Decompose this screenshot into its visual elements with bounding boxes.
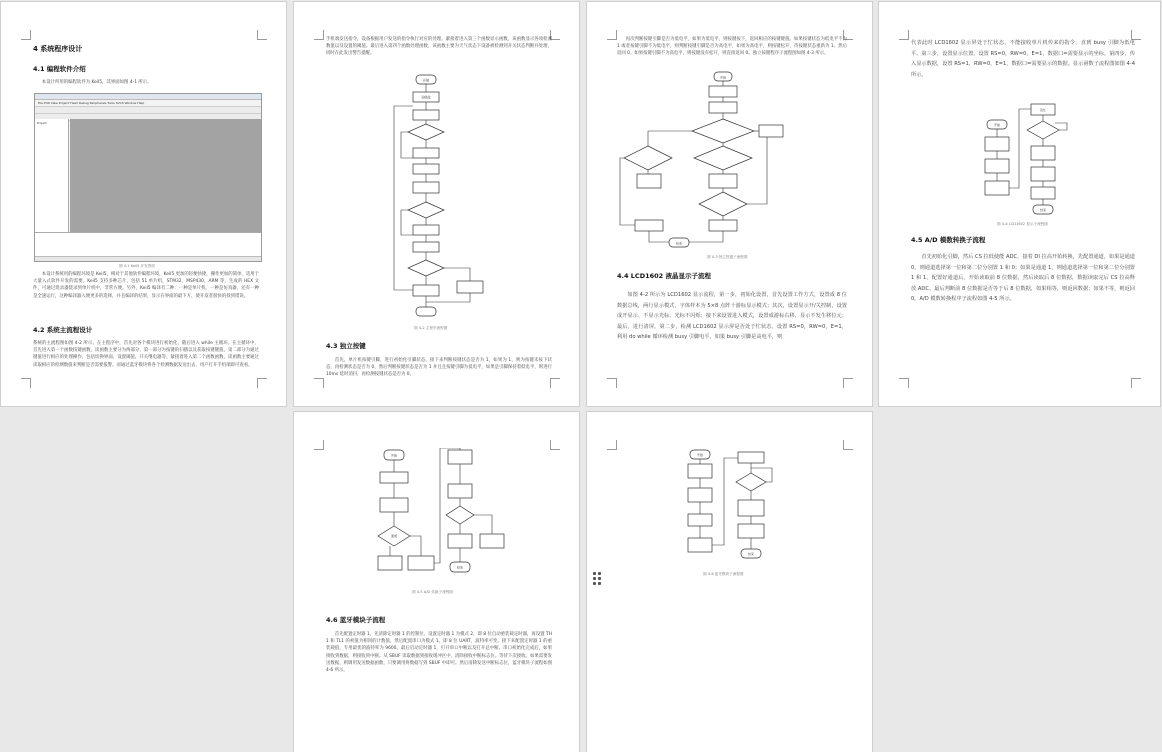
flow-label: 结束 [747,552,755,556]
flow-connector [474,515,492,534]
section-heading: 4 系统程序设计 [33,45,83,53]
paragraph: 代表此时 LCD1602 显示屏处于忙状态，不能接收单片机传来的指令，直到 busy 引脚为低电平。第三步，设置显示位置，设置 RS=0，RW=0，E=1，数据口=需要显示的坐标。第四步，传入显示数据，设置 RS=1，RW=0，E=1，数据口=需要显示的数据。显示函数子流程图如图 4-4 所示。 [911,40,1136,78]
ide-output-panel [35,232,261,257]
crop-mark [550,440,560,450]
flow-connector [444,268,470,281]
flow-process [378,556,402,570]
figure-caption: 图 4-3 独立按键子流程图 [707,255,748,259]
flow-decision [446,506,474,524]
flow-label: 初始化 [421,95,431,100]
flow-label: 开始 [696,453,704,457]
flow-process [448,484,472,498]
crop-mark [314,30,324,40]
ide-toolbar [35,107,261,114]
flow-label: 通道 [390,534,398,538]
flow-connector [648,131,692,146]
figure-caption: 图 4-5 A/D 转换子流程图 [412,590,453,594]
figure-caption: 图 4-2 主程序流程图 [414,326,448,330]
section-heading: 4.2 系统主流程设计 [33,326,93,334]
document-page-3[interactable] [587,2,872,406]
flow-connector [401,132,413,158]
ide-status-bar [35,256,261,261]
crop-mark [21,378,31,388]
flow-decision [408,260,444,276]
flow-terminal [416,307,436,316]
document-page-6[interactable] [587,412,872,752]
flow-process [448,450,472,464]
flow-process [709,86,737,97]
flow-process [1031,187,1055,199]
flow-process [738,500,764,516]
paragraph: 如图 4-2 所示为 LCD1602 显示流程，第一步，初始化设置，首先设置工作方式，设置成 8 位数据总线，两行显示模式，字体样本为 5×8 点阵十游标显示模式；其次，设置显示开/关控制，设置成开显示、不显示光标、光标不闪烁；接下来设置进入模式，设置成游标右移，显示不发生移位元；最后，进行清屏。第二步，检测 LCD1602 显示屏是否处于忙状态，设置 RS=0，RW=0，E=1，利用 do while 循环检测 busy 引脚电平，如果 busy 引脚是高电平，则 [617,292,847,340]
crop-mark [314,378,324,388]
flow-process [413,110,439,120]
crop-mark [257,378,267,388]
flow-process [738,524,764,538]
flow-connector [649,231,669,242]
ide-editor-area [70,119,261,232]
flow-decision [408,124,444,140]
flow-connector [401,210,413,235]
flow-process [413,182,439,193]
crop-mark [607,440,617,450]
flow-process [688,538,712,552]
crop-mark [843,440,853,450]
flow-process [688,514,712,526]
flow-process [738,452,764,463]
flow-connector [689,231,723,242]
paragraph: 本设计系统用的编程环境是 Keil5，相对于其他软件编程环境，Keil5 更加的轻便快捷，操作更加的简单，适用于大量入式软件开发的需要。Keil5 支持多种芯片，包括 51 单片机，STM32，MSP430，ARM 等，生成的 HEX 文件，可通过烧录器烧录到单片机中，非常方便。另外，Keil5 编译有二种：一种是单片机，一种是仿真器，还有一种是全速运行，这种编译器入便更多的选择，并且编译的结果，显示在界面的最下方，使开发者很快的找到错误。 [33,272,259,299]
document-page-1[interactable] [1,2,286,406]
figure-caption: 图 4-4 LCD1602 显示子流程图 [997,222,1048,226]
flow-connector [712,458,738,545]
crop-mark [257,30,267,40]
crop-mark [1131,378,1141,388]
document-page-2[interactable] [294,2,579,406]
adc-flowchart [374,448,514,588]
ide-menu-bar: File Edit View Project Flash Debug Peripherals Tools SVCS Window Help [35,100,261,107]
section-heading: 4.4 LCD1602 液晶显示子流程 [617,272,711,280]
ide-project-label: Project [37,121,47,125]
main-flowchart [389,72,499,322]
flow-label: 开始 [719,75,727,80]
section-heading: 4.5 A/D 模数转换子流程 [911,236,986,244]
document-page-4[interactable] [879,2,1160,406]
flow-process [688,488,712,502]
flow-connector [747,137,767,204]
paragraph: 手机端发送指令，设备根据用户发送的指令执行对应的处理。紧接着进入第三个函数显示函数，该函数显示各项检测数值以及设置的阈值。最后进入第四个函数处理函数，该函数主要为天气状态下设备被检测到开关状态判断并处理，同时在此发出警告提醒。 [326,37,552,57]
flow-label: 结束 [456,565,464,570]
crop-mark [899,30,909,40]
flow-connector [620,158,635,225]
section-heading: 4.6 蓝牙模块子流程 [326,616,386,624]
crop-mark [607,30,617,40]
flow-connector [410,536,421,556]
flow-process [413,285,439,296]
flow-process [448,534,472,548]
flow-process [635,220,663,231]
flow-decision [692,119,754,143]
crop-mark [843,378,853,388]
figure-caption: 图 4-6 蓝牙模块子流程图 [703,572,744,576]
flow-process [1031,146,1055,160]
flow-process [408,556,434,570]
flow-connector [394,106,413,290]
flow-decision [694,146,752,170]
paragraph: 首先配置定时器 1，先清除定时器 1 的控制位，设置定时器 1 为模式 2，即 8 位自动重装载定时器，再设置 TH1 和 TL1 的初值为相同的计数值，然后配置串口为模式 1，即 8 位 UART，波特率可变。接下来配置定时器 1 的重装载值，专用最优的波特率为 9600。最后启动定时器 1，打开串口中断以及打开总中断。串口初始化完成后，如果接收到数据，则接收到中断。从 SBUF 读取数据到接收缓冲区中，清除接收中断标志位。等待下次接收。如果需要发送数据，则调用发送数据函数，只要调用将数据写到 SBUF 中即可。然后清除发送中断标志位，蓝牙模块子流程如图 4-6 所示。 [326,632,552,674]
crop-mark [21,30,31,40]
flow-connector [1009,109,1031,188]
figure-caption: 图 4-1 Keil5 开发界面 [119,264,155,268]
flow-process [985,137,1009,151]
crop-mark [550,378,560,388]
flow-process [380,472,408,483]
lcd-flowchart [981,101,1081,221]
flow-process [380,498,408,512]
flow-process [985,159,1009,173]
flow-process [985,181,1009,195]
section-heading: 4.3 独立按键 [326,342,366,350]
paragraph: 首先初始化引脚，然后 CS 拉低使能 ADC，接着 DI 拉高开始转换，先配置通道，如果是通道 0，则通道选择第一位和第二位分别置 1 和 0；如果是通道 1，则通道选择第一位和第二位分别置 1 和 1。配置好通道后，开始读取前 8 位数据，然后读取后 8 位数据，数据读取完后 CS 拉高释放 ADC。最后判断前 8 位数据是否等于后 8 位数据，如果相等，则返回数据；如果不等，则返回 0。A/D 模数转换程序子流程如图 4-5 所示。 [911,254,1135,302]
flow-process [637,174,661,188]
flow-label: 开始 [390,453,398,458]
ide-project-panel [35,119,69,232]
paragraph: 系统的主流程图如图 4-2 所示。在主程序中，首先对各个模块进行初始化，随后进入 while 主循环。在主循环中，首先进入第一个函数按键函数，读函数主要分为两部分，第一部分为按键的扫描以及获取按键键值，第二部分为通过键值进行相应的处理操作，包括切换界面、设置阈值、开关继电器等。紧接着进入第二个函数函数，读函数主要通过读取相应的检测数值来判断是否需要报警。而通过蓝牙模块将各个检测数据发送出去，用户打开手机端即可查看。 [33,341,259,368]
section-heading: 4.1 编程软件介绍 [33,65,86,73]
flow-process [709,102,737,113]
flow-process [413,225,439,235]
keil-ide-screenshot [34,93,262,262]
bluetooth-flowchart [682,448,782,568]
flow-process [709,220,737,231]
flow-label: 结束 [675,241,683,246]
crop-mark [899,378,909,388]
flow-process [413,148,439,158]
flow-process [1031,167,1055,181]
flow-decision [699,192,747,216]
flow-decision [1027,121,1059,139]
paragraph: 本设计所用的编程软件为 Keil5，其界面如图 4-1 所示。 [41,80,152,85]
crop-mark [607,378,617,388]
flow-process [709,174,737,188]
flow-process [413,164,439,174]
crop-mark [314,440,324,450]
flow-decision [624,146,672,170]
key-flowchart [617,70,847,250]
flow-process [688,464,712,478]
document-page-5[interactable] [294,412,579,752]
paragraph: 再次判断按键引脚是否为低电平，如果为低电平，则按键按下，返回相应的按键键值。如果按键状态为低电平不为 1 或者按键引脚不为低电平，则判断按键引脚是否为高电平，如果为高电平，则按键松开，待按键状态重新为 1。然后返回 0。如果按键引脚不为高电平，则按键没有松开，则直接返回 0。独立按键程序子流程图如图 4-3 所示。 [617,37,847,57]
flow-process [413,242,439,252]
flow-label: 读忙 [1039,108,1047,112]
flow-process [480,534,504,548]
flow-process [759,125,783,137]
flow-process [457,281,483,293]
paragraph: 首先，单片机按键引脚，进行初始化引脚状态，接下来判断按键状态是否为 1，如果为 1，则为按键未按下状态，再检测状态是否为 0，然后判断按键状态是否为 1 并且且按键引脚为低电平，如果是引脚保持着低电平，则进行 10ms 延时消抖，再检测按键状态是否为 0。 [326,358,552,378]
drag-handle-icon[interactable] [593,572,603,586]
flow-decision [408,202,444,218]
flow-decision [736,473,766,491]
flow-label: 开始 [993,123,1001,127]
flow-label: 结束 [1039,208,1047,212]
flow-label: 开始 [422,78,430,83]
